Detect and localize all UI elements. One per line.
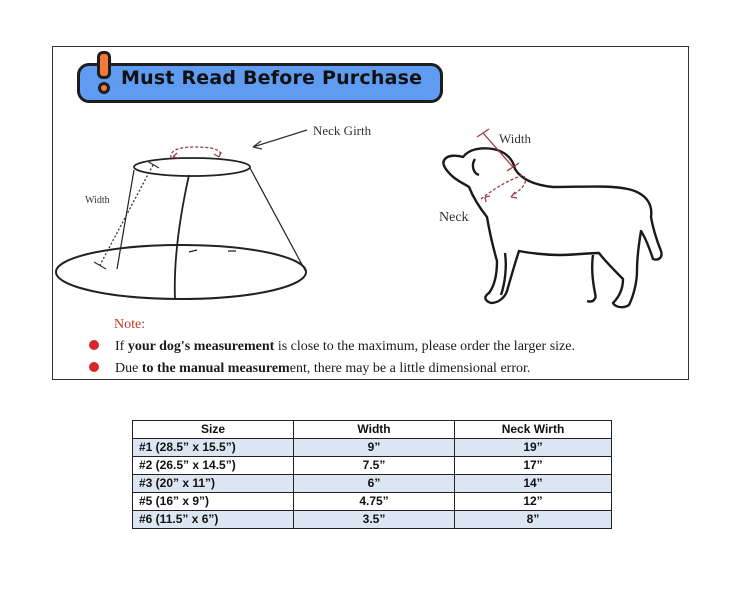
header-width: Width: [294, 421, 455, 439]
measurement-diagram: [53, 47, 690, 381]
cell-size: #6 (11.5” x 6”): [133, 511, 294, 529]
table-row: [133, 475, 612, 493]
dog-width-label: Width: [499, 131, 531, 146]
cell-size: #1 (28.5” x 15.5”): [133, 439, 294, 457]
cell-size: #3 (20” x 11”): [133, 475, 294, 493]
cell-neck: 12”: [455, 493, 612, 511]
bullet-icon: [89, 362, 99, 372]
cell-width: 3.5”: [294, 511, 455, 529]
table-row: [133, 493, 612, 511]
banner-title: Must Read Before Purchase: [121, 67, 423, 89]
neck-girth-pointer: [253, 130, 307, 149]
cone-width-label: Width: [85, 195, 110, 206]
cell-width: 9”: [294, 439, 455, 457]
neck-girth-arrow-ring: [171, 147, 221, 158]
bullet-icon: [89, 340, 99, 350]
cell-width: 4.75”: [294, 493, 455, 511]
cell-size: #2 (26.5” x 14.5”): [133, 457, 294, 475]
cell-width: 6”: [294, 475, 455, 493]
dog-illustration: [443, 148, 661, 307]
neck-girth-label: Neck Girth: [313, 123, 372, 138]
table-header-row: [133, 421, 612, 439]
cell-neck: 19”: [455, 439, 612, 457]
size-chart-table: [132, 420, 612, 529]
cell-width: 7.5”: [294, 457, 455, 475]
measurement-guide-panel: [52, 46, 689, 380]
table-row: [133, 439, 612, 457]
note-item: Due to the manual measurement, there may be a little dimensional error.: [89, 361, 530, 377]
header-neck-wirth: Neck Wirth: [455, 421, 612, 439]
header-size: Size: [133, 421, 294, 439]
cell-neck: 17”: [455, 457, 612, 475]
table-row: [133, 457, 612, 475]
note-item: If your dog's measurement is close to the maximum, please order the larger size.: [89, 339, 575, 355]
note-title: Note:: [114, 317, 146, 332]
cell-neck: 8”: [455, 511, 612, 529]
dog-neck-ring: [481, 175, 525, 202]
table-row: [133, 511, 612, 529]
cone-width-dimension: [94, 161, 159, 269]
cell-size: #5 (16” x 9”): [133, 493, 294, 511]
cone-illustration: [56, 158, 306, 299]
dog-neck-label: Neck: [439, 210, 469, 225]
cell-neck: 14”: [455, 475, 612, 493]
